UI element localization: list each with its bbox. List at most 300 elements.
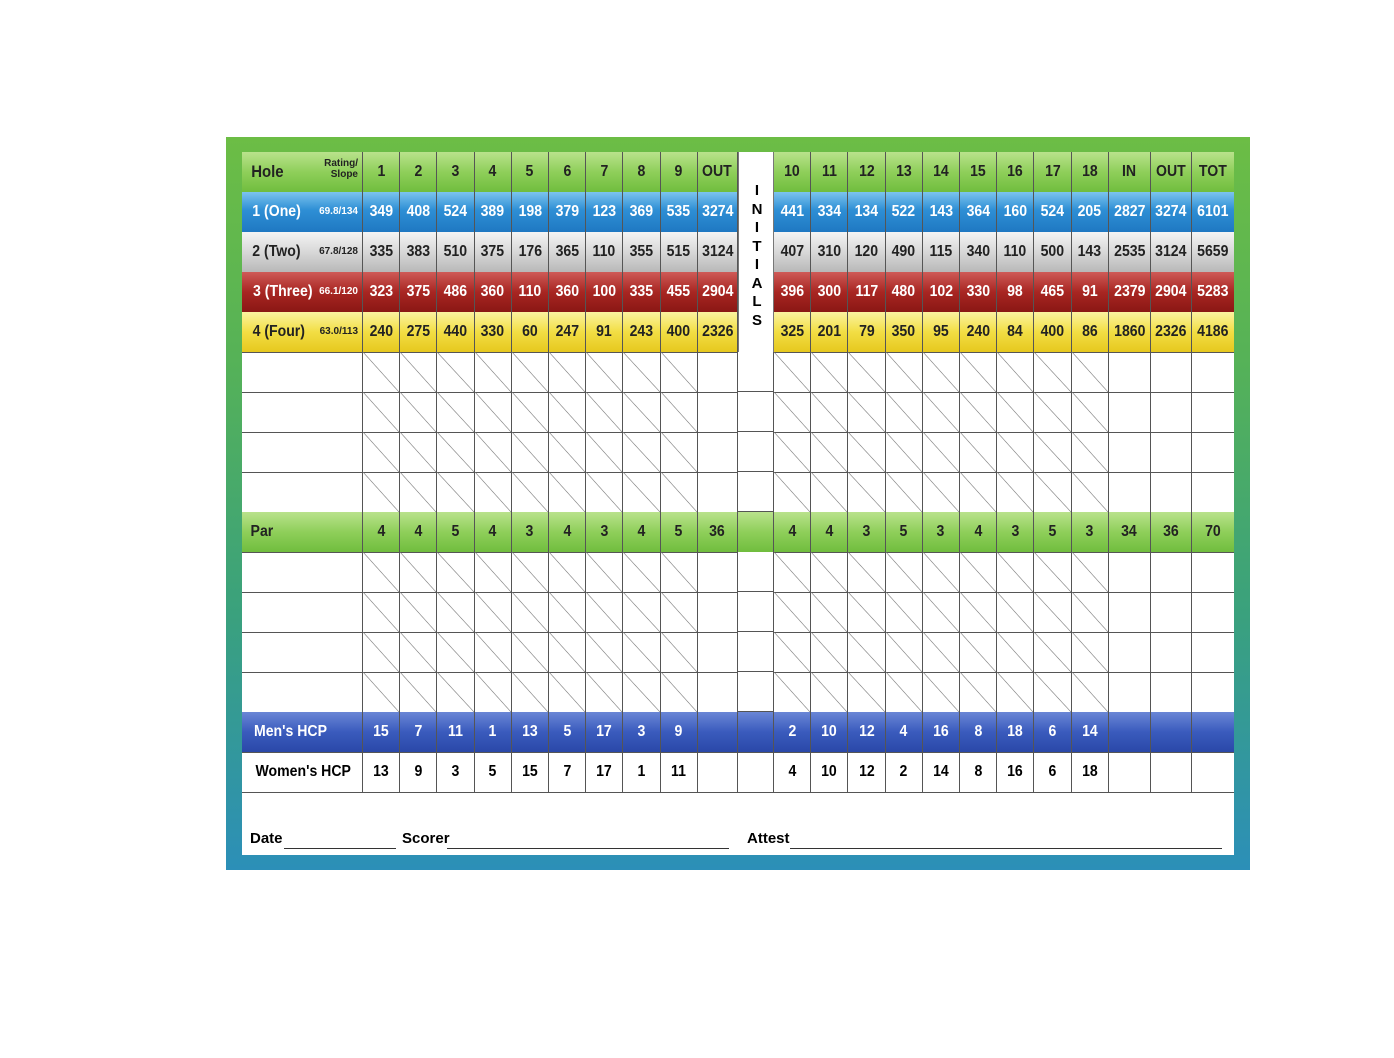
score-row-front-5[interactable] [512, 352, 549, 392]
score-row-in[interactable] [1109, 392, 1151, 432]
initials-letter: L [752, 293, 762, 310]
tee-row-4-back-18 [1072, 312, 1109, 352]
score-row-back-10[interactable] [774, 392, 811, 432]
score-row-front-1[interactable] [363, 432, 400, 472]
mens-hcp-row-back-10 [774, 712, 811, 752]
score-row-back-11[interactable] [811, 552, 848, 592]
tee-row-3-back-13 [886, 272, 923, 312]
score-row-back-12[interactable] [848, 592, 885, 632]
par-row-back-17 [1034, 512, 1071, 552]
score-row-back-18[interactable] [1072, 352, 1109, 392]
tee-row-4-tot [1192, 312, 1234, 352]
par-row-back-16 [997, 512, 1034, 552]
score-row-front-2[interactable] [400, 672, 437, 712]
score-row-front-3[interactable] [437, 672, 474, 712]
score-row-front-1[interactable] [363, 392, 400, 432]
score-row-in[interactable] [1109, 672, 1151, 712]
initials-letter: T [752, 237, 762, 255]
score-row-player-name[interactable] [242, 352, 363, 392]
score-row-back-17[interactable] [1034, 632, 1071, 672]
score-row-front-8[interactable] [623, 672, 660, 712]
score-row-front-3[interactable] [437, 472, 474, 512]
initials-letter: N [751, 200, 763, 218]
score-row-front-9[interactable] [661, 352, 698, 392]
initials-cell[interactable] [738, 632, 774, 672]
tee-row-2-back-14 [923, 232, 960, 272]
score-row-front-3[interactable] [437, 592, 474, 632]
tee-row-4-back-15 [960, 312, 997, 352]
scorer-label: Scorer [402, 830, 450, 847]
score-row-in[interactable] [1109, 472, 1151, 512]
tee-row-3-front-9 [661, 272, 698, 312]
score-row-front-5[interactable] [512, 472, 549, 512]
tee-row-2-front-4 [475, 232, 512, 272]
score-row-front-7[interactable] [586, 552, 623, 592]
womens-hcp-row-back-13 [886, 752, 923, 792]
score-row-in[interactable] [1109, 352, 1151, 392]
initials-cell[interactable] [738, 672, 774, 712]
score-row-back-13[interactable] [886, 632, 923, 672]
mens-hcp-row-back-15-text: 8 [974, 723, 983, 740]
score-row-back-12[interactable] [848, 392, 885, 432]
mens-hcp-row-front-1-text: 15 [373, 723, 389, 740]
score-row-out[interactable] [698, 672, 738, 712]
tee-row-2-front-8 [623, 232, 660, 272]
score-row-front-6[interactable] [549, 672, 586, 712]
score-row-front-9[interactable] [661, 472, 698, 512]
score-row-in[interactable] [1109, 432, 1151, 472]
score-row-back-15[interactable] [960, 672, 997, 712]
score-row-back-16[interactable] [997, 592, 1034, 632]
score-row-front-5[interactable] [512, 552, 549, 592]
score-row-back-16[interactable] [997, 472, 1034, 512]
score-row-back-14[interactable] [923, 472, 960, 512]
score-row-front-9[interactable] [661, 592, 698, 632]
score-row-front-7[interactable] [586, 672, 623, 712]
par-row-front-3-text: 5 [451, 523, 460, 540]
tee-row-3-front-2-text: 375 [406, 283, 431, 300]
score-row-front-3[interactable] [437, 392, 474, 432]
score-row-front-5[interactable] [512, 632, 549, 672]
tee-row-4-back-16-text: 84 [1007, 323, 1024, 340]
tee-row-1-back-12 [848, 192, 885, 232]
score-row-tot[interactable] [1192, 432, 1234, 472]
tee-row-1-back-12-text: 134 [854, 203, 879, 220]
score-row-front-7[interactable] [586, 432, 623, 472]
score-row-back-12[interactable] [848, 352, 885, 392]
score-row-front-4[interactable] [475, 392, 512, 432]
tee-row-1-back-16-text: 160 [1003, 203, 1028, 220]
hole-number-18-text: 18 [1081, 163, 1098, 180]
score-row-front-2[interactable] [400, 392, 437, 432]
score-row-tot[interactable] [1192, 552, 1234, 592]
tee-row-1-back-18-text: 205 [1077, 203, 1102, 220]
womens-hcp-row-back-13-text: 2 [899, 763, 908, 780]
score-row-back-18[interactable] [1072, 672, 1109, 712]
womens-hcp-row-back-16-text: 16 [1007, 763, 1024, 780]
score-row-back-15[interactable] [960, 592, 997, 632]
score-row-back-16[interactable] [997, 352, 1034, 392]
womens-hcp-row-back-14 [923, 752, 960, 792]
womens-hcp-row-front-6-text: 7 [563, 763, 572, 780]
score-row-tot[interactable] [1192, 352, 1234, 392]
score-row-back-12[interactable] [848, 672, 885, 712]
score-row-front-7[interactable] [586, 392, 623, 432]
score-row-back-14[interactable] [923, 632, 960, 672]
hole-number-3-text: 3 [451, 163, 460, 180]
rating-slope-header-line: Slope [330, 169, 358, 180]
score-row-back-16[interactable] [997, 632, 1034, 672]
score-row-back-11[interactable] [811, 392, 848, 432]
initials-cell[interactable] [738, 592, 774, 632]
score-row-back-10[interactable] [774, 552, 811, 592]
score-row-back-10[interactable] [774, 352, 811, 392]
par-row-front-5-text: 3 [525, 523, 534, 540]
score-row-front-3[interactable] [437, 432, 474, 472]
womens-hcp-row-back-11 [811, 752, 848, 792]
tee-row-1-back-17-text: 524 [1040, 203, 1065, 220]
tee-row-3-front-8 [623, 272, 660, 312]
tee-row-4-front-2-text: 275 [406, 323, 431, 340]
initials-cell[interactable] [738, 352, 774, 392]
score-row-front-8[interactable] [623, 352, 660, 392]
score-row-front-1[interactable] [363, 552, 400, 592]
score-row-front-4[interactable] [475, 592, 512, 632]
score-row-back-10[interactable] [774, 632, 811, 672]
par-row-front-2-text: 4 [414, 523, 423, 540]
tee-row-3-in [1109, 272, 1151, 312]
mens-hcp-row-front-6-text: 5 [563, 723, 572, 740]
score-row-front-5[interactable] [512, 672, 549, 712]
par-row-front-5 [512, 512, 549, 552]
score-row-front-2[interactable] [400, 592, 437, 632]
score-row-back-18[interactable] [1072, 632, 1109, 672]
mens-hcp-row-front-9 [661, 712, 698, 752]
hole-number-6-text: 6 [563, 163, 572, 180]
score-row-out[interactable] [698, 352, 738, 392]
score-row-back-10[interactable] [774, 592, 811, 632]
score-row-back-18[interactable] [1072, 472, 1109, 512]
score-row-back-15[interactable] [960, 432, 997, 472]
womens-hcp-row-front-3 [437, 752, 474, 792]
score-row-back-13[interactable] [886, 432, 923, 472]
out-header-text: OUT [702, 163, 733, 180]
score-row-front-1[interactable] [363, 672, 400, 712]
score-row-front-6[interactable] [549, 552, 586, 592]
score-row-back-13[interactable] [886, 392, 923, 432]
tee-row-4-front-6 [549, 312, 586, 352]
score-row-back-17[interactable] [1034, 352, 1071, 392]
score-row-back-18[interactable] [1072, 552, 1109, 592]
score-row-front-4[interactable] [475, 472, 512, 512]
score-row-back-11[interactable] [811, 432, 848, 472]
score-row-front-1[interactable] [363, 632, 400, 672]
score-row-back-17[interactable] [1034, 392, 1071, 432]
score-row-out2[interactable] [1151, 432, 1192, 472]
score-row-front-4[interactable] [475, 632, 512, 672]
score-row-player-name[interactable] [242, 472, 363, 512]
score-row-tot[interactable] [1192, 472, 1234, 512]
mens-hcp-row-back-18-text: 14 [1081, 723, 1098, 740]
score-row-out[interactable] [698, 432, 738, 472]
score-row-player-name[interactable] [242, 392, 363, 432]
score-row-out2[interactable] [1151, 552, 1192, 592]
tee-row-1-in [1109, 192, 1151, 232]
out-header [698, 152, 738, 192]
tee-row-2-front-7 [586, 232, 623, 272]
score-row-front-6[interactable] [549, 432, 586, 472]
tee-row-4-front-5-text: 60 [522, 323, 538, 340]
score-row-front-8[interactable] [623, 472, 660, 512]
score-row-back-11[interactable] [811, 632, 848, 672]
tee-row-4-back-12 [848, 312, 885, 352]
tee-row-1-front-1 [363, 192, 400, 232]
score-row-back-14[interactable] [923, 392, 960, 432]
score-row-in[interactable] [1109, 552, 1151, 592]
score-row-front-8[interactable] [623, 592, 660, 632]
score-row-front-9[interactable] [661, 552, 698, 592]
score-row-in[interactable] [1109, 632, 1151, 672]
score-row-back-12[interactable] [848, 632, 885, 672]
mens-hcp-row-out2 [1151, 712, 1192, 752]
score-row-tot[interactable] [1192, 672, 1234, 712]
hole-number-15-text: 15 [970, 163, 986, 180]
score-row-front-1[interactable] [363, 352, 400, 392]
tee-row-2-out [698, 232, 738, 272]
tee-row-1-out2-text: 3274 [1155, 203, 1187, 220]
score-row-back-14[interactable] [923, 552, 960, 592]
score-row-back-18[interactable] [1072, 392, 1109, 432]
score-row-back-16[interactable] [997, 392, 1034, 432]
score-row-front-2[interactable] [400, 632, 437, 672]
score-row-out[interactable] [698, 552, 738, 592]
score-row-tot[interactable] [1192, 592, 1234, 632]
score-row-out2[interactable] [1151, 392, 1192, 432]
tee-row-2-front-6-text: 365 [555, 243, 579, 260]
hole-number-17 [1034, 152, 1071, 192]
score-row-back-15[interactable] [960, 472, 997, 512]
score-row-front-7[interactable] [586, 352, 623, 392]
score-row-back-17[interactable] [1034, 432, 1071, 472]
score-row-back-11[interactable] [811, 672, 848, 712]
score-row-out[interactable] [698, 392, 738, 432]
score-row-back-12[interactable] [848, 432, 885, 472]
score-row-front-4[interactable] [475, 552, 512, 592]
tee-row-2-back-15-text: 340 [966, 243, 990, 260]
score-row-back-13[interactable] [886, 592, 923, 632]
mens-hcp-row-back-10-text: 2 [788, 723, 797, 740]
score-row-back-10[interactable] [774, 432, 811, 472]
score-row-player-name[interactable] [242, 632, 363, 672]
tee-row-1-front-2-text: 408 [406, 203, 431, 220]
score-row-front-7[interactable] [586, 472, 623, 512]
score-row-back-14[interactable] [923, 672, 960, 712]
tee-row-4-in [1109, 312, 1151, 352]
score-row-back-10[interactable] [774, 672, 811, 712]
score-row-back-17[interactable] [1034, 552, 1071, 592]
score-row-back-13[interactable] [886, 552, 923, 592]
score-row-front-3[interactable] [437, 552, 474, 592]
score-row-front-4[interactable] [475, 352, 512, 392]
score-row-front-8[interactable] [623, 392, 660, 432]
womens-hcp-row-front-5 [512, 752, 549, 792]
tee-row-2-back-17-text: 500 [1040, 243, 1065, 260]
score-row-back-15[interactable] [960, 632, 997, 672]
mens-hcp-row-back-11-text: 10 [821, 723, 838, 740]
score-row-front-8[interactable] [623, 552, 660, 592]
hole-number-8 [623, 152, 660, 192]
score-row-player-name[interactable] [242, 552, 363, 592]
womens-hcp-row-back-17 [1034, 752, 1071, 792]
mens-hcp-row-front-7-text: 17 [596, 723, 613, 740]
score-row-front-1[interactable] [363, 592, 400, 632]
score-row-front-6[interactable] [549, 392, 586, 432]
tee-row-4-front-6-text: 247 [555, 323, 579, 340]
score-row-back-13[interactable] [886, 352, 923, 392]
score-row-back-10[interactable] [774, 472, 811, 512]
score-row-front-8[interactable] [623, 432, 660, 472]
score-row-back-16[interactable] [997, 552, 1034, 592]
tee-row-2-front-3-text: 510 [443, 243, 468, 260]
score-row-back-17[interactable] [1034, 592, 1071, 632]
score-row-back-14[interactable] [923, 432, 960, 472]
score-row-player-name[interactable] [242, 672, 363, 712]
score-row-out[interactable] [698, 472, 738, 512]
score-row-in[interactable] [1109, 592, 1151, 632]
mens-hcp-row-label [242, 712, 363, 752]
hole-number-4-text: 4 [488, 163, 497, 180]
score-row-front-9[interactable] [661, 632, 698, 672]
score-row-back-11[interactable] [811, 352, 848, 392]
score-row-back-12[interactable] [848, 552, 885, 592]
score-row-player-name[interactable] [242, 592, 363, 632]
score-row-back-15[interactable] [960, 552, 997, 592]
tee-row-3-back-15 [960, 272, 997, 312]
score-row-back-13[interactable] [886, 672, 923, 712]
score-row-front-9[interactable] [661, 672, 698, 712]
score-row-back-14[interactable] [923, 352, 960, 392]
score-row-out[interactable] [698, 592, 738, 632]
tee-row-2-back-12-text: 120 [854, 243, 879, 260]
hole-number-11-text: 11 [821, 163, 837, 180]
tee-row-3-back-18-text: 91 [1081, 283, 1098, 300]
womens-hcp-row-front-2-text: 9 [414, 763, 423, 780]
score-row-out2[interactable] [1151, 672, 1192, 712]
score-row-front-2[interactable] [400, 472, 437, 512]
score-row-back-11[interactable] [811, 592, 848, 632]
score-row-front-6[interactable] [549, 472, 586, 512]
tee-row-2-back-16-text: 110 [1003, 243, 1027, 260]
score-row-front-9[interactable] [661, 432, 698, 472]
score-row-player-name[interactable] [242, 432, 363, 472]
tee-row-2-front-5 [512, 232, 549, 272]
par-row-front-4-text: 4 [488, 523, 497, 540]
score-row-front-7[interactable] [586, 632, 623, 672]
score-row-front-6[interactable] [549, 632, 586, 672]
score-row-back-13[interactable] [886, 472, 923, 512]
score-row-front-5[interactable] [512, 392, 549, 432]
mens-hcp-row-label-text: Men's HCP [253, 723, 327, 740]
tee-row-1-label [242, 192, 363, 232]
tee-row-2-front-1 [363, 232, 400, 272]
score-row-out2[interactable] [1151, 632, 1192, 672]
mens-hcp-row-back-17 [1034, 712, 1071, 752]
tee-row-1-label-text: 1 (One) [252, 203, 301, 220]
score-row-front-7[interactable] [586, 592, 623, 632]
hole-number-2-text: 2 [414, 163, 423, 180]
score-row-back-15[interactable] [960, 392, 997, 432]
initials-column [738, 152, 774, 352]
score-row-back-11[interactable] [811, 472, 848, 512]
score-row-front-5[interactable] [512, 432, 549, 472]
tee-row-4-front-1 [363, 312, 400, 352]
tee-row-2-out2 [1151, 232, 1192, 272]
tee-row-3-front-1-text: 323 [369, 283, 393, 300]
tee-row-1-back-15 [960, 192, 997, 232]
tee-row-1-front-9-text: 535 [666, 203, 691, 220]
score-row-front-3[interactable] [437, 352, 474, 392]
score-row-back-18[interactable] [1072, 432, 1109, 472]
score-row-front-6[interactable] [549, 592, 586, 632]
score-row-back-17[interactable] [1034, 672, 1071, 712]
hole-number-10-text: 10 [784, 163, 800, 180]
mens-hcp-row-back-12-text: 12 [858, 723, 875, 740]
score-row-back-16[interactable] [997, 432, 1034, 472]
tee-row-3-back-16-text: 98 [1007, 283, 1024, 300]
score-row-back-18[interactable] [1072, 592, 1109, 632]
score-row-front-3[interactable] [437, 632, 474, 672]
score-row-front-2[interactable] [400, 552, 437, 592]
tee-row-1-out2 [1151, 192, 1192, 232]
par-row-label-text: Par [250, 523, 274, 540]
score-row-back-17[interactable] [1034, 472, 1071, 512]
mens-hcp-row-front-4 [475, 712, 512, 752]
initials-cell[interactable] [738, 432, 774, 472]
score-row-front-4[interactable] [475, 432, 512, 472]
par-row-front-6 [549, 512, 586, 552]
initials-cell[interactable] [738, 552, 774, 592]
score-row-tot[interactable] [1192, 632, 1234, 672]
score-row-out2[interactable] [1151, 592, 1192, 632]
score-row-out2[interactable] [1151, 352, 1192, 392]
initials-cell[interactable] [738, 392, 774, 432]
score-row-back-15[interactable] [960, 352, 997, 392]
initials-letter: A [751, 274, 763, 292]
scorer-field[interactable] [447, 848, 729, 849]
score-row-front-2[interactable] [400, 432, 437, 472]
hole-number-7 [586, 152, 623, 192]
score-row-front-4[interactable] [475, 672, 512, 712]
score-row-out2[interactable] [1151, 472, 1192, 512]
tee-row-4-back-17 [1034, 312, 1071, 352]
score-row-back-14[interactable] [923, 592, 960, 632]
tee-row-3-out2-text: 2904 [1155, 283, 1187, 300]
tee-row-4-front-2 [400, 312, 437, 352]
score-row-out[interactable] [698, 632, 738, 672]
score-row-front-6[interactable] [549, 352, 586, 392]
score-row-back-12[interactable] [848, 472, 885, 512]
score-row-front-5[interactable] [512, 592, 549, 632]
score-row-back-16[interactable] [997, 672, 1034, 712]
score-row-front-9[interactable] [661, 392, 698, 432]
initials-cell[interactable] [738, 472, 774, 512]
attest-field[interactable] [790, 848, 1222, 849]
score-row-front-2[interactable] [400, 352, 437, 392]
date-field[interactable] [284, 848, 396, 849]
score-row-front-8[interactable] [623, 632, 660, 672]
score-row-front-1[interactable] [363, 472, 400, 512]
score-row-tot[interactable] [1192, 392, 1234, 432]
